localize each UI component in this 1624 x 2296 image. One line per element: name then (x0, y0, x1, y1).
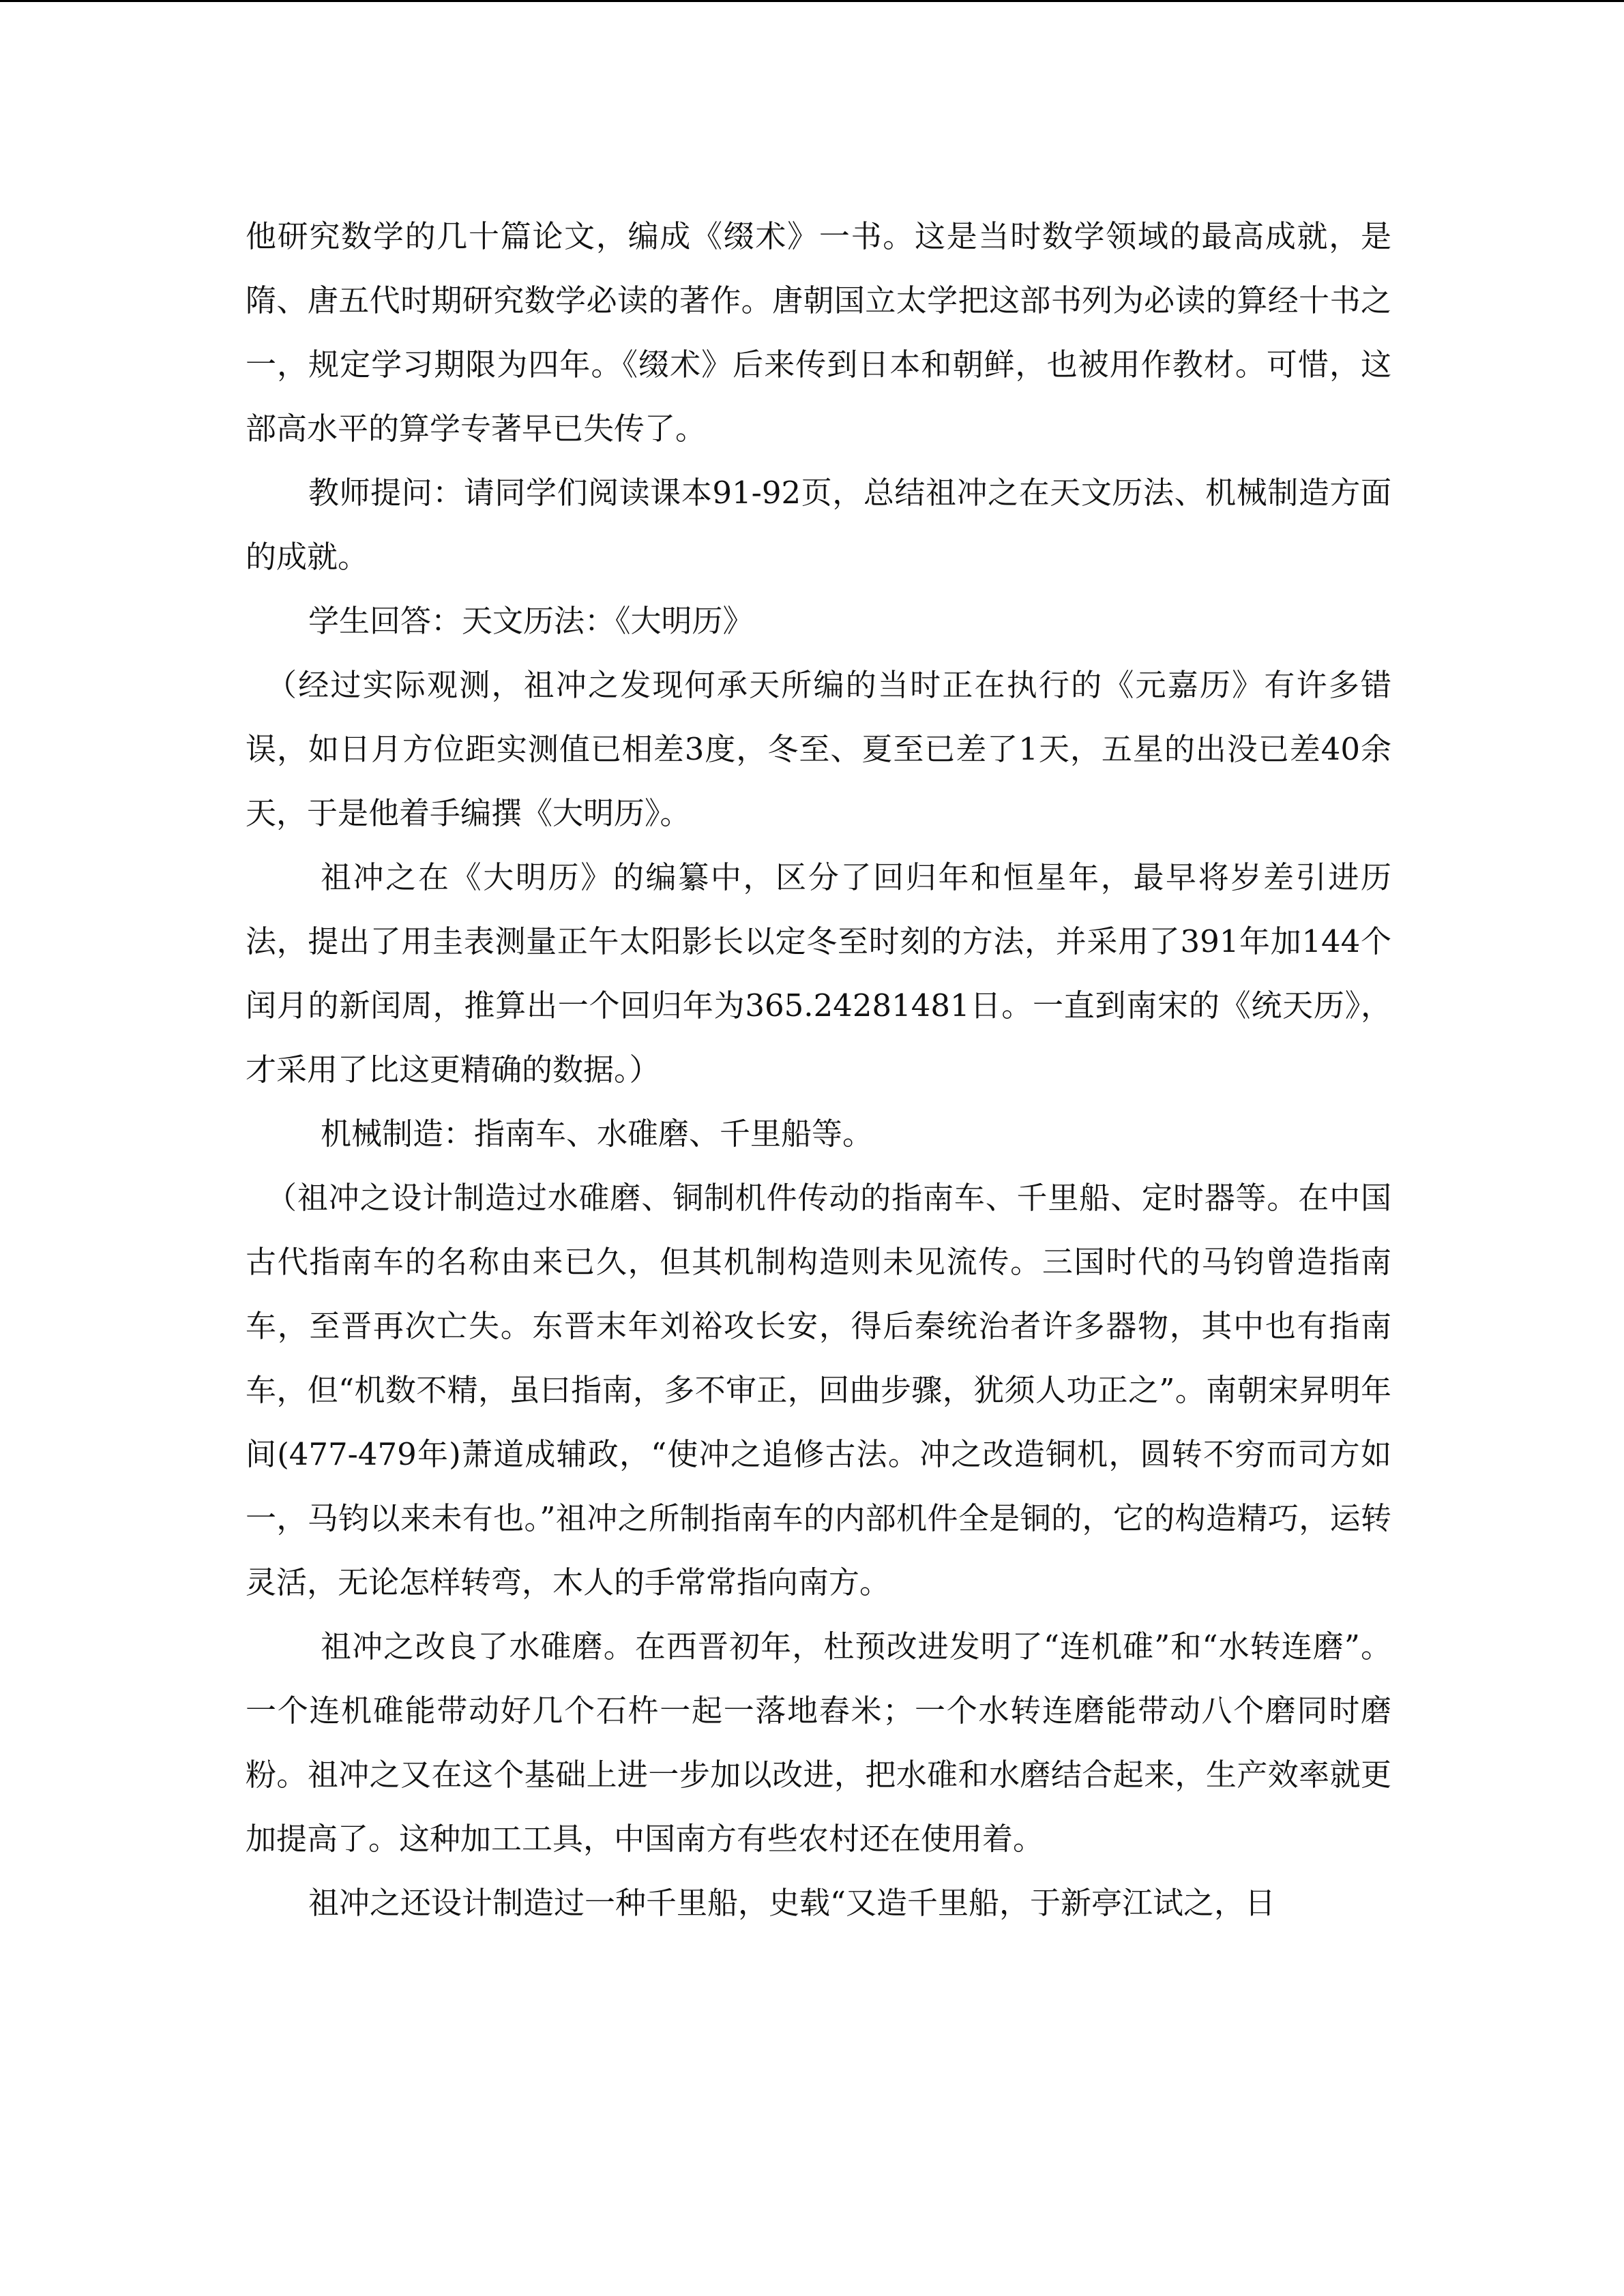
paragraph-water-mill: 祖冲之改良了水碓磨。在西晋初年，杜预改进发明了“连机碓”和“水转连磨”。一个连机碓能带动好几个石杵一起一落地舂米；一个水转连磨能带动八个磨同时磨粉。祖冲之又在这个基础上进一步加以改进，把水碓和水磨结合起来，生产效率就更加提高了。这种加工工具，中国南方有些农村还在使用着。 (246, 1628, 1391, 1857)
paragraph-thousand-li-boat: 祖冲之还设计制造过一种千里船，史载“又造千里船，于新亭江试之，日 (308, 1885, 1276, 1921)
top-border-line (0, 0, 1624, 2)
paragraph-student-answer: 学生回答：天文历法：《大明历》 (308, 603, 754, 639)
document-page (246, 205, 1391, 1935)
paragraph-daming-calendar: 祖冲之在《大明历》的编纂中，区分了回归年和恒星年，最早将岁差引进历法，提出了用圭表测量正午太阳影长以定冬至时刻的方法，并采用了391年加144个闰月的新闰周，推算出一个回归年为365.24281481日。一直到南宋的《统天历》，才采用了比这更精确的数据。） (246, 859, 1391, 1088)
paragraph-machinery: 机械制造：指南车、水碓磨、千里船等。 (321, 1116, 874, 1152)
paragraph-south-pointing-chariot: （祖冲之设计制造过水碓磨、铜制机件传动的指南车、千里船、定时器等。在中国古代指南车的名称由来已久，但其机制构造则未见流传。三国时代的马钧曾造指南车，至晋再次亡失。东晋末年刘裕攻长安，得后秦统治者许多器物，其中也有指南车，但“机数不精，虽曰指南，多不审正，回曲步骤，犹须人功正之”。南朝宋昇明年间(477-479年)萧道成辅政，“使冲之追修古法。冲之改造铜机，圆转不穷而司方如一，马钧以来未有也。”祖冲之所制指南车的内部机件全是铜的，它的构造精巧，运转灵活，无论怎样转弯，木人的手常常指向南方。 (246, 1180, 1391, 1600)
paragraph-yuanjia-calendar: （经过实际观测，祖冲之发现何承天所编的当时正在执行的《元嘉历》有许多错误，如日月方位距实测值已相差3度，冬至、夏至已差了1天，五星的出没已差40余天，于是他着手编撰《大明历》。 (246, 667, 1391, 831)
paragraph-zhuishu: 他研究数学的几十篇论文，编成《缀术》一书。这是当时数学领域的最高成就，是隋、唐五代时期研究数学必读的著作。唐朝国立太学把这部书列为必读的算经十书之一，规定学习期限为四年。《缀术》后来传到日本和朝鲜，也被用作教材。可惜，这部高水平的算学专著早已失传了。 (246, 218, 1391, 447)
paragraph-teacher-question: 教师提问：请同学们阅读课本91-92页，总结祖冲之在天文历法、机械制造方面的成就。 (246, 475, 1391, 575)
